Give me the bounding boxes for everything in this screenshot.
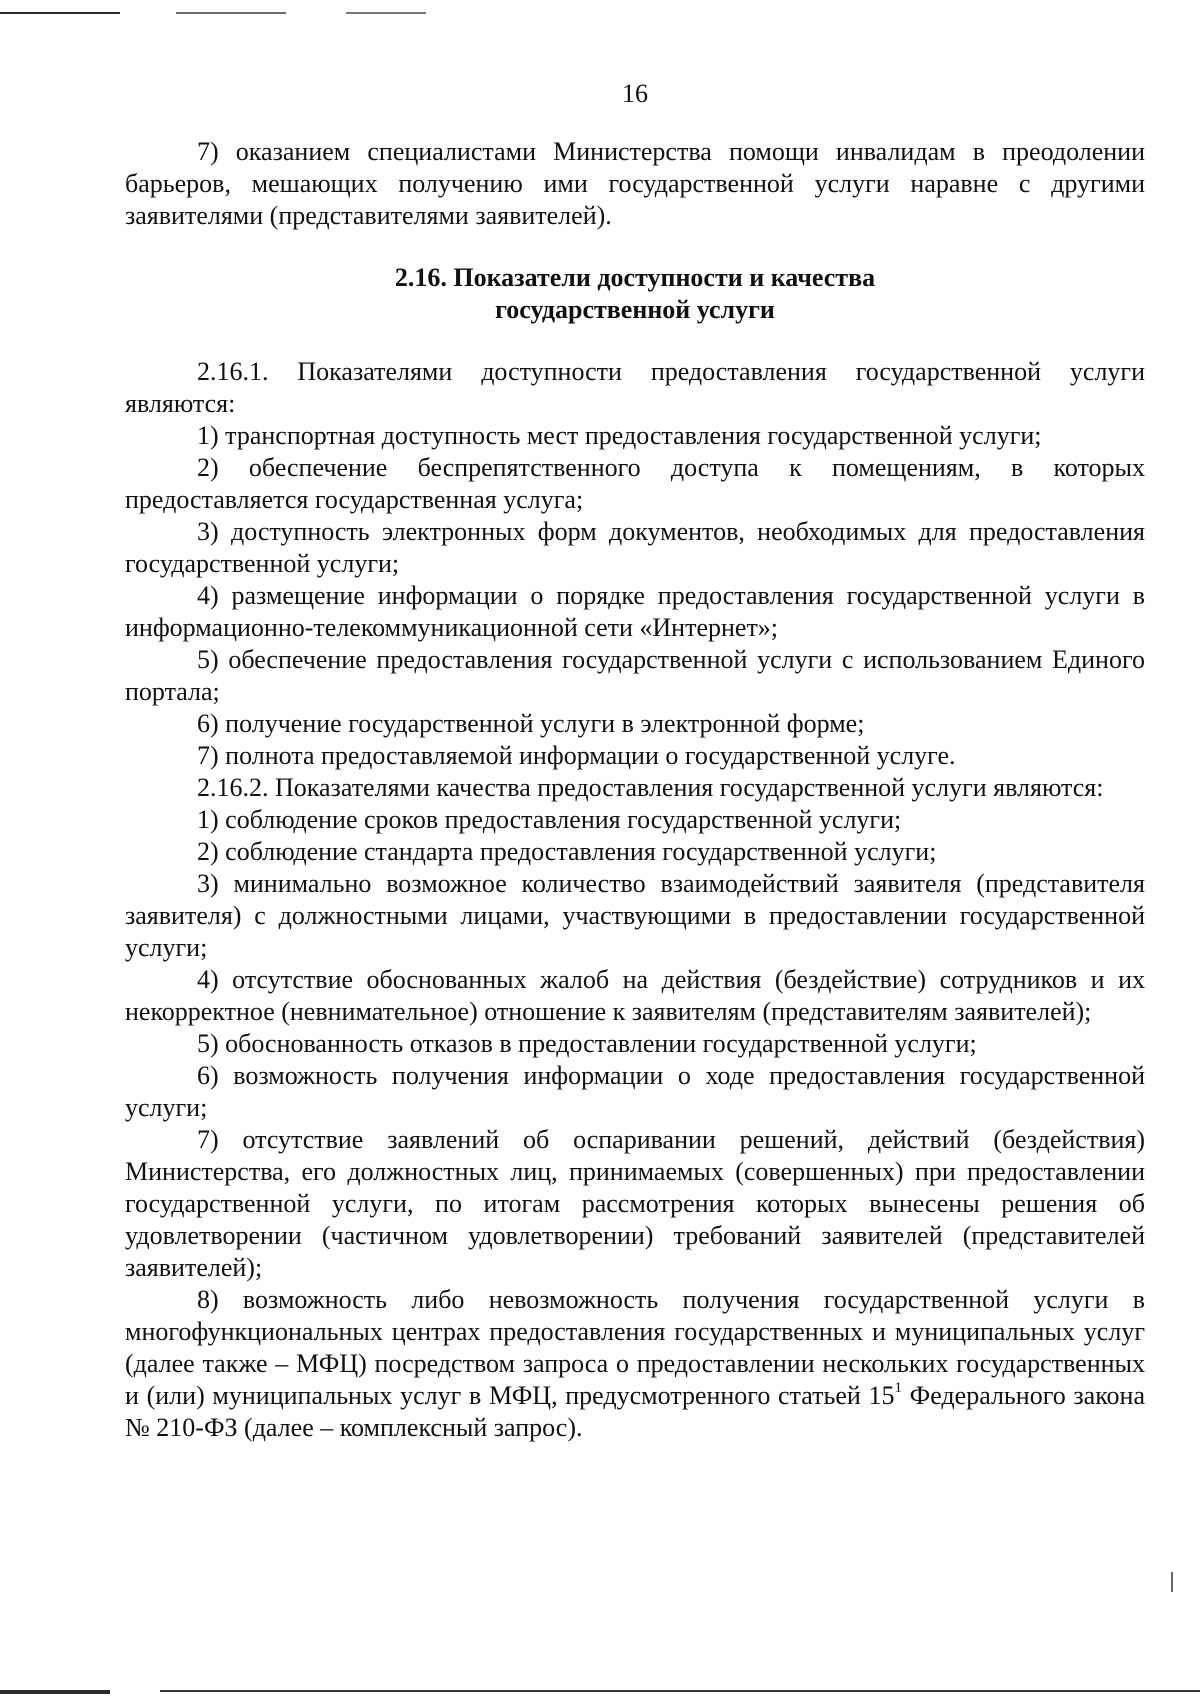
paragraph: 3) доступность электронных форм документов, необходимых для предоставления государственной услуги;: [125, 517, 1145, 578]
paragraph: 5) обоснованность отказов в предоставлении государственной услуги;: [197, 1029, 977, 1058]
intro-paragraph: 7) оказанием специалистами Министерства помощи инвалидам в преодолении барьеров, мешающих получению ими государственной услуги наравне с другими заявителями (представителями заявителей).: [125, 137, 1145, 230]
superscript-number: 1: [894, 1380, 902, 1397]
final-paragraph-text: 8) возможность либо невозможность получения государственной услуги в многофункциональных центрах предоставления государственных и муниципальных услуг (далее также – МФЦ) посредством запроса о предоставлении нескольких государственных и (или) муниципальных услуг в МФЦ, предусмотренного статьей 15: [125, 1285, 1145, 1410]
section-title: [125, 262, 1145, 326]
document-content: [125, 78, 1145, 1444]
paragraph: 6) получение государственной услуги в электронной форме;: [197, 709, 865, 738]
paragraph: 4) размещение информации о порядке предоставления государственной услуги в информационно-телекоммуникационной сети «Интернет»;: [125, 581, 1145, 642]
scan-artifact-top-line: [0, 12, 120, 14]
paragraph: 1) соблюдение сроков предоставления государственной услуги;: [197, 805, 902, 834]
scan-artifact-margin-mark: [1171, 1572, 1173, 1592]
section-title-line: 2.16. Показатели доступности и качества: [394, 263, 876, 292]
final-paragraph-text: Федерального закона № 210-ФЗ (далее – комплексный запрос).: [125, 1381, 1145, 1442]
paragraph: 7) отсутствие заявлений об оспаривании решений, действий (бездействия) Министерства, его должностных лиц, принимаемых (совершенных) при предоставлении государственной услуги, по итогам рассмотрения которых вынесены решения об удовлетворении (частичном удовлетворении) требований заявителей (представителей заявителей);: [125, 1125, 1145, 1282]
paragraph: 3) минимально возможное количество взаимодействий заявителя (представителя заявителя) с должностными лицами, участвующими в предоставлении государственной услуги;: [125, 869, 1145, 962]
paragraph: 2.16.2. Показателями качества предоставления государственной услуги являются:: [197, 773, 1104, 802]
paragraph: 2.16.1. Показателями доступности предоставления государственной услуги являются:: [125, 357, 1145, 418]
section-title-line: государственной услуги: [495, 295, 775, 324]
scan-artifact-top-line: [346, 12, 426, 14]
scan-artifact-bottom-line: [160, 1690, 1200, 1692]
paragraph: 1) транспортная доступность мест предоставления государственной услуги;: [197, 421, 1042, 450]
paragraph: 4) отсутствие обоснованных жалоб на действия (бездействие) сотрудников и их некорректное (невнимательное) отношение к заявителям (представителям заявителей);: [125, 965, 1145, 1026]
paragraph: 2) обеспечение беспрепятственного доступа к помещениям, в которых предоставляется государственная услуга;: [125, 453, 1145, 514]
scan-artifact-top-line: [176, 12, 286, 14]
page-number: 16: [622, 79, 648, 108]
paragraph: 7) полнота предоставляемой информации о государственной услуге.: [197, 741, 956, 770]
paragraph: 2) соблюдение стандарта предоставления государственной услуги;: [197, 837, 937, 866]
paragraph: 5) обеспечение предоставления государственной услуги с использованием Единого портала;: [125, 645, 1145, 706]
final-paragraph: [125, 1284, 1145, 1444]
paragraph: 6) возможность получения информации о ходе предоставления государственной услуги;: [125, 1061, 1145, 1122]
scan-artifact-bottom-line: [0, 1690, 110, 1694]
